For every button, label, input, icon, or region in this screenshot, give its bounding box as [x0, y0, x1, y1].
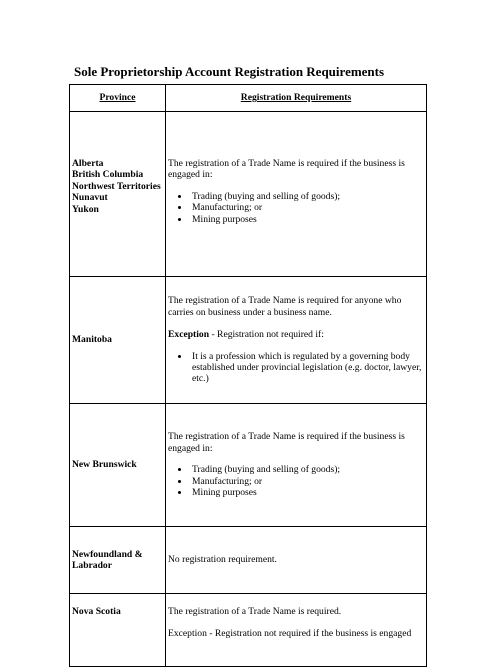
- requirement-text: The registration of a Trade Name is required.: [168, 606, 342, 617]
- province-name: New Brunswick: [72, 459, 137, 471]
- requirements-table: [69, 84, 427, 667]
- list-item: • Mining purposes: [190, 214, 424, 225]
- table-header-row: [70, 85, 427, 112]
- province-name: Nova Scotia: [72, 606, 121, 617]
- table-row: [70, 277, 427, 404]
- province-column-header: Province: [70, 85, 166, 112]
- requirement-cell: [166, 594, 427, 667]
- province-cell: [70, 277, 166, 404]
- list-item: • Manufacturing; or: [190, 202, 424, 213]
- requirement-text: The registration of a Trade Name is required for anyone who carries on business under a business name.: [168, 295, 402, 318]
- province-name: Nunavut: [72, 192, 108, 204]
- list-item: • Trading (buying and selling of goods);: [190, 191, 424, 202]
- table-row: [70, 527, 427, 594]
- requirement-list: [168, 191, 424, 225]
- requirement-list: [168, 464, 424, 498]
- table-row: [70, 112, 427, 277]
- exception-detail: - Registration not required if:: [209, 329, 324, 341]
- table-row: [70, 404, 427, 527]
- province-name: Newfoundland & Labrador: [72, 548, 143, 571]
- province-name: British Columbia: [72, 169, 144, 181]
- province-name: Yukon: [72, 203, 99, 215]
- requirement-cell: [166, 112, 427, 277]
- requirement-cell: [166, 527, 427, 594]
- requirement-text: No registration requirement.: [168, 554, 277, 566]
- province-cell: [70, 404, 166, 527]
- province-cell: [70, 112, 166, 277]
- province-cell: [70, 527, 166, 594]
- requirement-cell: [166, 404, 427, 527]
- requirement-list: [168, 351, 424, 385]
- province-name: Alberta: [72, 158, 104, 169]
- requirement-text: The registration of a Trade Name is required if the business is engaged in:: [168, 431, 405, 454]
- requirement-text: The registration of a Trade Name is required if the business is engaged in:: [168, 158, 405, 181]
- province-name: Manitoba: [72, 334, 112, 346]
- exception-text: Exception - Registration not required if the business is engaged: [168, 628, 412, 640]
- page-title: Sole Proprietorship Account Registration Requirements: [74, 64, 385, 79]
- province-cell: [70, 594, 166, 667]
- list-item: • Trading (buying and selling of goods);: [190, 464, 424, 475]
- list-item: • Mining purposes: [190, 487, 424, 498]
- list-item: • Manufacturing; or: [190, 476, 424, 487]
- list-item: • It is a profession which is regulated by a governing body established under provincial legislation (e.g. doctor, lawyer, etc.): [190, 351, 424, 385]
- province-name: Northwest Territories: [72, 180, 161, 192]
- requirements-column-header: Registration Requirements: [166, 85, 427, 112]
- exception-text: [168, 329, 424, 340]
- table-row: [70, 594, 427, 667]
- exception-label: Exception: [168, 329, 210, 341]
- requirement-cell: [166, 277, 427, 404]
